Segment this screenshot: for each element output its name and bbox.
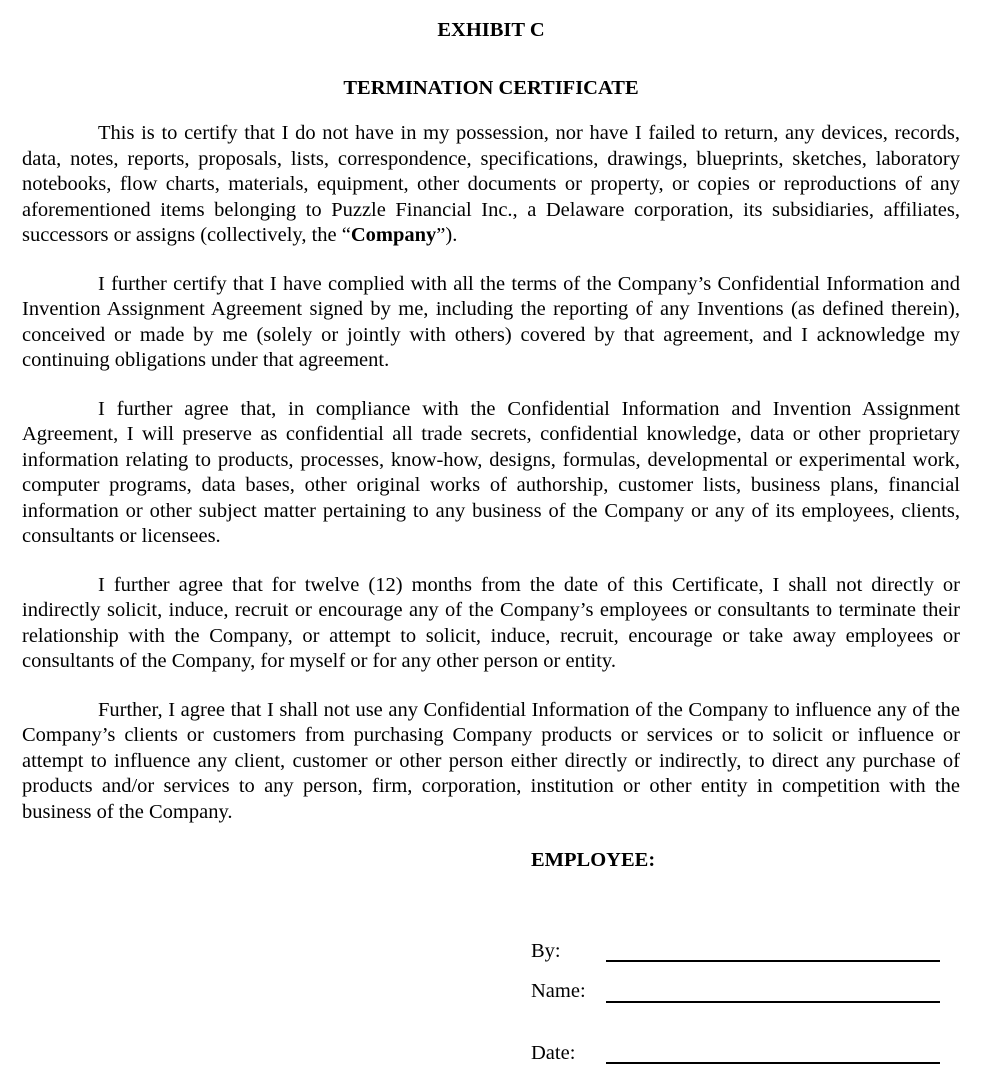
paragraph-text-after-company: ”). <box>436 224 458 246</box>
signature-row-name <box>531 979 940 1005</box>
exhibit-heading: EXHIBIT C <box>437 19 545 41</box>
paragraph-return-of-property <box>22 121 960 249</box>
document-title: TERMINATION CERTIFICATE <box>343 76 639 99</box>
name-label: Name: <box>531 980 586 1002</box>
by-label: By: <box>531 939 561 962</box>
signature-row-date <box>531 1041 940 1067</box>
by-signature-line[interactable] <box>606 942 940 962</box>
paragraph-non-solicitation: I further agree that for twelve (12) months from the date of this Certificate, I shall not directly or indirectly solicit, induce, recruit or encourage any of the Company’s employees or consultants to terminate their relationship with the Company, or attempt to solicit, induce, recruit, encourage or take away employees or consultants of the Company, for myself or for any other person or entity. <box>22 573 960 672</box>
paragraph-text-before-company: This is to certify that I do not have in my possession, nor have I failed to return, any devices, records, data, notes, reports, proposals, lists, correspondence, specifications, drawings, blueprints, sketches, laboratory notebooks, flow charts, materials, equipment, other documents or property, or copies or reproductions of any aforementioned items belonging to Puzzle Financial Inc., a Delaware corporation, its subsidiaries, affiliates, successors or assigns (collectively, the “ <box>22 122 960 246</box>
signature-row-by <box>531 939 940 965</box>
date-label: Date: <box>531 1041 576 1064</box>
signature-block <box>531 848 940 1066</box>
paragraph-compliance-certification: I further certify that I have complied with all the terms of the Company’s Confidential Information and Invention Assignment Agreement signed by me, including the reporting of any Inventions (as defined therein), conceived or made by me (solely or jointly with others) covered by that agreement, and I acknowledge my continuing obligations under that agreement. <box>22 272 960 371</box>
date-fill-in-line[interactable] <box>606 1044 940 1064</box>
name-fill-in-line[interactable] <box>606 983 940 1003</box>
employee-heading: EMPLOYEE: <box>531 849 656 871</box>
company-defined-term: Company <box>350 224 437 246</box>
paragraph-non-compete: Further, I agree that I shall not use any Confidential Information of the Company to influence any of the Company’s clients or customers from purchasing Company products or services or to solicit or influence or attempt to influence any client, customer or other person either directly or indirectly, to direct any purchase of products and/or services to any person, firm, corporation, institution or other entity in competition with the business of the Company. <box>22 698 960 823</box>
paragraph-confidentiality-agreement: I further agree that, in compliance with the Confidential Information and Invention Assignment Agreement, I will preserve as confidential all trade secrets, confidential knowledge, data or other proprietary information relating to products, processes, know-how, designs, formulas, developmental or experimental work, computer programs, data bases, other original works of authorship, customer lists, business plans, financial information or other subject matter pertaining to any business of the Company or any of its employees, clients, consultants or licensees. <box>22 397 960 547</box>
